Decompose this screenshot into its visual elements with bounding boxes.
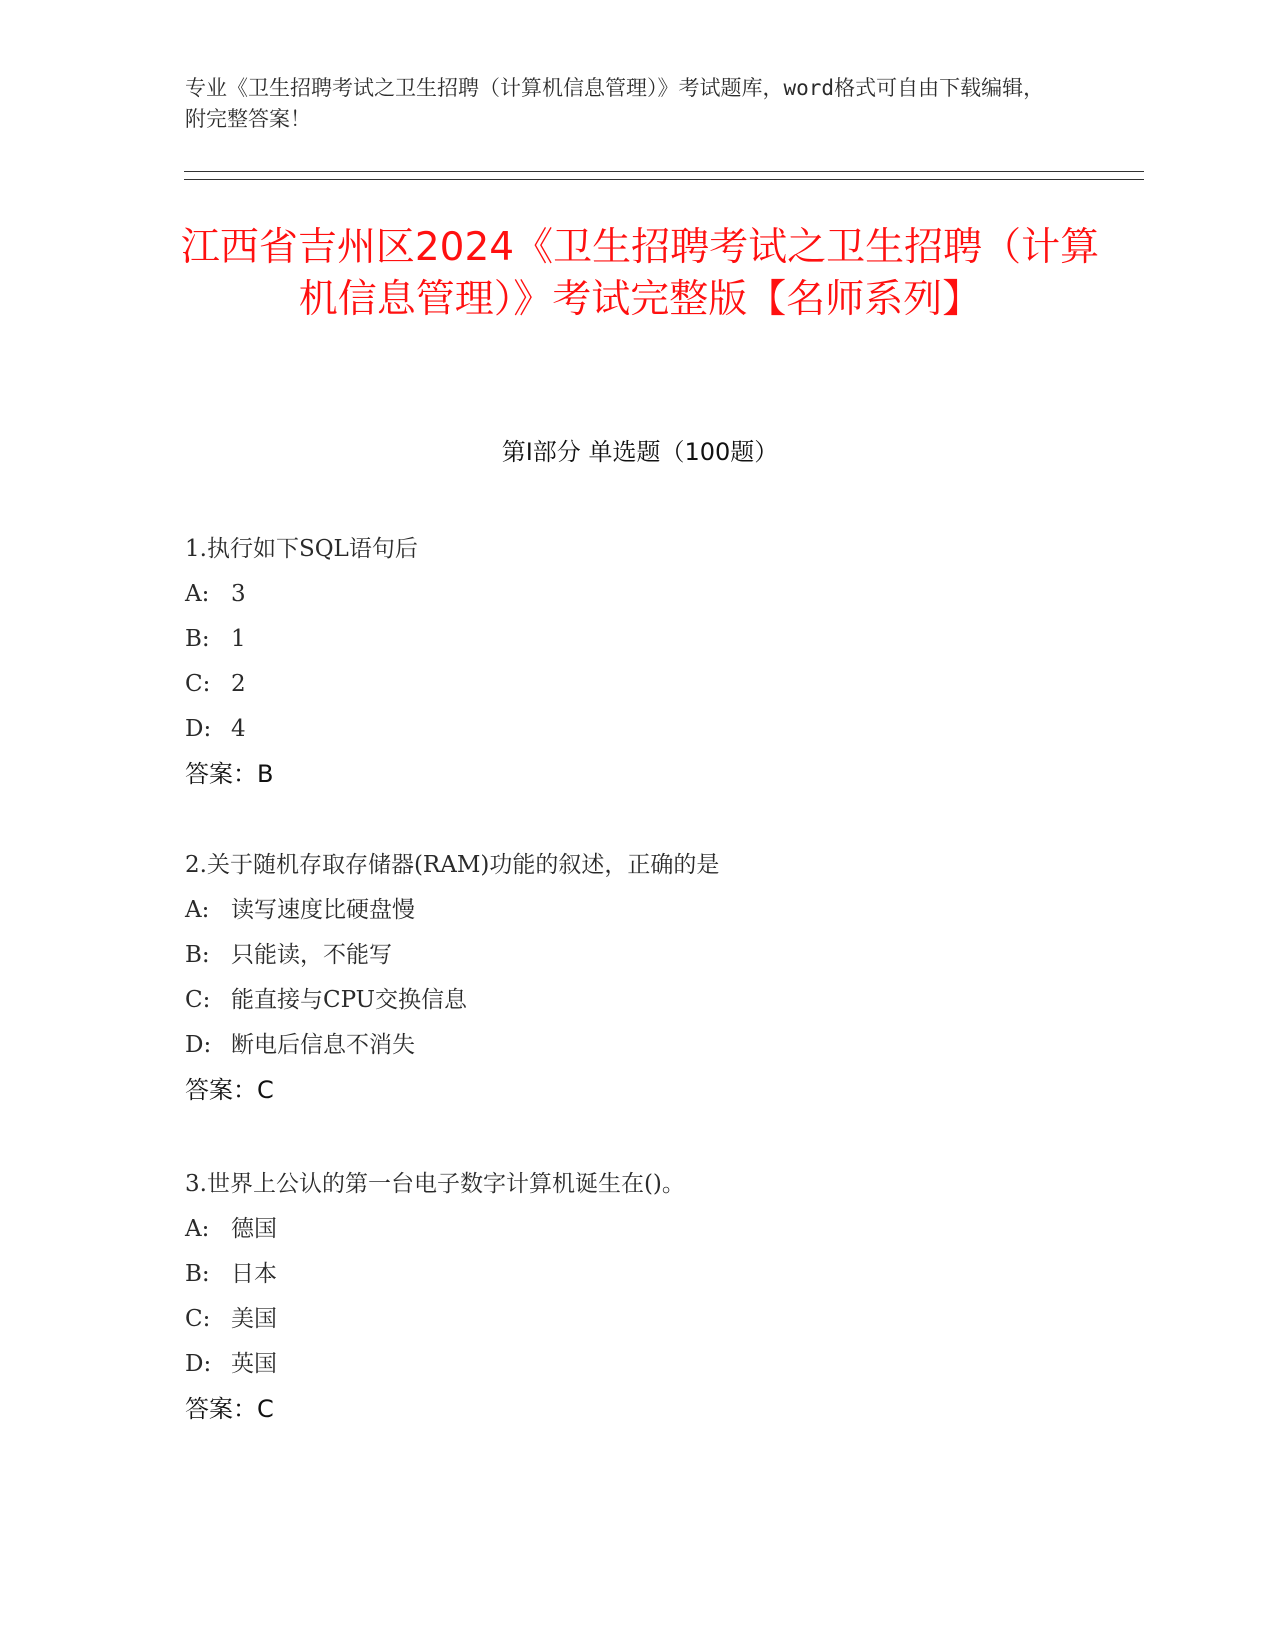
option-c [185, 662, 1085, 707]
option-text: 德国 [231, 1216, 277, 1242]
option-letter: A: [185, 1216, 210, 1242]
option-text: 2 [231, 671, 246, 697]
option-letter: B: [185, 626, 210, 652]
option-letter: C: [185, 671, 211, 697]
option-d [185, 1023, 1085, 1068]
option-letter: D: [185, 1032, 212, 1058]
option-text: 日本 [231, 1261, 277, 1287]
option-b [185, 1252, 1085, 1297]
option-text: 4 [231, 716, 246, 742]
option-text: 能直接与CPU交换信息 [231, 987, 468, 1013]
section-heading: 第Ⅰ部分 单选题（100题） [501, 438, 779, 466]
option-a [185, 888, 1085, 933]
question-stem: 2.关于随机存取存储器(RAM)功能的叙述，正确的是 [185, 852, 720, 878]
header-note: 专业《卫生招聘考试之卫生招聘（计算机信息管理）》考试题库，word格式可自由下载编辑，附完整答案！ [185, 76, 1045, 131]
option-text: 英国 [231, 1351, 277, 1377]
option-text: 1 [231, 626, 246, 652]
option-letter: B: [185, 942, 210, 968]
option-text: 美国 [231, 1306, 277, 1332]
option-letter: C: [185, 1306, 211, 1332]
option-b [185, 933, 1085, 978]
option-text: 读写速度比硬盘慢 [231, 897, 415, 923]
option-letter: D: [185, 716, 212, 742]
option-d [185, 707, 1085, 752]
option-c [185, 1297, 1085, 1342]
option-letter: B: [185, 1261, 210, 1287]
option-a [185, 1207, 1085, 1252]
option-letter: D: [185, 1351, 212, 1377]
question-stem: 3.世界上公认的第一台电子数字计算机诞生在()。 [185, 1171, 685, 1197]
header-divider-bottom [184, 179, 1144, 180]
question-stem: 1.执行如下SQL语句后 [185, 536, 418, 562]
document-title: 江西省吉州区2024《卫生招聘考试之卫生招聘（计算机信息管理）》考试完整版【名师系列】 [180, 225, 1100, 322]
option-text: 断电后信息不消失 [231, 1032, 415, 1058]
answer-line: 答案：B [185, 760, 274, 788]
option-d [185, 1342, 1085, 1387]
question-2 [185, 843, 1085, 1113]
answer-line: 答案：C [185, 1076, 274, 1104]
question-3 [185, 1162, 1085, 1432]
option-letter: C: [185, 987, 211, 1013]
option-a [185, 572, 1085, 617]
option-text: 3 [231, 581, 246, 607]
option-c [185, 978, 1085, 1023]
option-letter: A: [185, 581, 210, 607]
option-b [185, 617, 1085, 662]
option-text: 只能读，不能写 [231, 942, 392, 968]
question-1 [185, 527, 1085, 797]
header-divider-top [184, 171, 1144, 172]
answer-line: 答案：C [185, 1395, 274, 1423]
option-letter: A: [185, 897, 210, 923]
